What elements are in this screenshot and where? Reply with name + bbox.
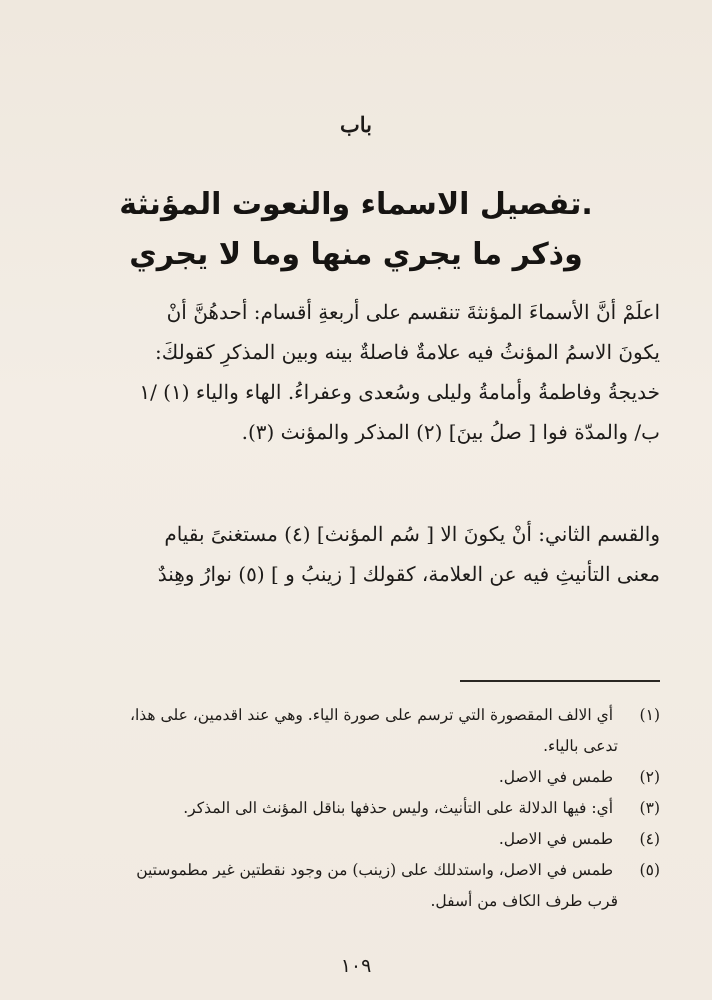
footnote-3 [48, 793, 660, 824]
paragraph-line: يكونَ الاسمُ المؤنثُ فيه علامةٌ فاصلةٌ بينه وبين المذكرِ كقولكَ: [155, 340, 660, 364]
footnotes [48, 700, 660, 917]
footnote-number: (١) [639, 706, 660, 724]
page-number: ١٠٩ [340, 955, 372, 977]
footnote-text: قرب طرف الكاف من أسفل. [430, 892, 618, 910]
paragraph-line: خديجةُ وفاطمةُ وأمامةُ وليلى وسُعدى وعفراءُ. الهاء والياء (١) /١ [139, 380, 660, 404]
footnote-text: طمس في الاصل. [498, 830, 614, 848]
footnote-text: أي الالف المقصورة التي ترسم على صورة الياء. وهي عند اقدمين، على هذا، [129, 706, 614, 724]
footnote-text: أي: فيها الدلالة على التأنيث، وليس حذفها بناقل المؤنث الى المذكر. [183, 799, 614, 817]
paragraph-line: اعلَمْ أنَّ الأسماءَ المؤنثةَ تنقسم على أربعةِ أقسام: أحدهُنَّ أنْ [166, 300, 660, 324]
footnote-5-continued [48, 886, 660, 917]
paragraph-first [48, 292, 660, 452]
footnote-number: (٤) [639, 830, 660, 848]
footnote-5 [48, 855, 660, 886]
footnote-number: (٢) [639, 768, 660, 786]
footnote-4 [48, 824, 660, 855]
footnote-text: تدعى بالياء. [543, 737, 618, 755]
section-heading: باب [339, 112, 372, 137]
footnote-text: طمس في الاصل. [498, 768, 614, 786]
footnote-number: (٥) [639, 861, 660, 879]
footnote-1-continued [48, 731, 660, 762]
footnote-divider [460, 680, 660, 682]
paragraph-line: معنى التأنيثِ فيه عن العلامة، كقولك [ زينبُ و ] (٥) نوارُ وهِندٌ [157, 562, 660, 586]
chapter-title-line: .تفصيل الاسماء والنعوت المؤنثة [119, 187, 593, 222]
footnote-text: طمس في الاصل، واستدللك على (زينب) من وجود نقطتين غير مطموستين [136, 861, 614, 879]
chapter-title-line: وذكر ما يجري منها وما لا يجري [129, 237, 583, 272]
paragraph-line: والقسم الثاني: أنْ يكونَ الا [ سُم المؤنث] (٤) مستغنىً بقيام [164, 522, 660, 546]
footnote-2 [48, 762, 660, 793]
footnote-1 [48, 700, 660, 731]
paragraph-line: ب/ والمدّة فوا [ صلُ بينَ] (٢) المذكر والمؤنث (٣). [241, 420, 660, 444]
chapter-title [60, 180, 652, 280]
footnote-number: (٣) [639, 799, 660, 817]
paragraph-second [48, 514, 660, 594]
